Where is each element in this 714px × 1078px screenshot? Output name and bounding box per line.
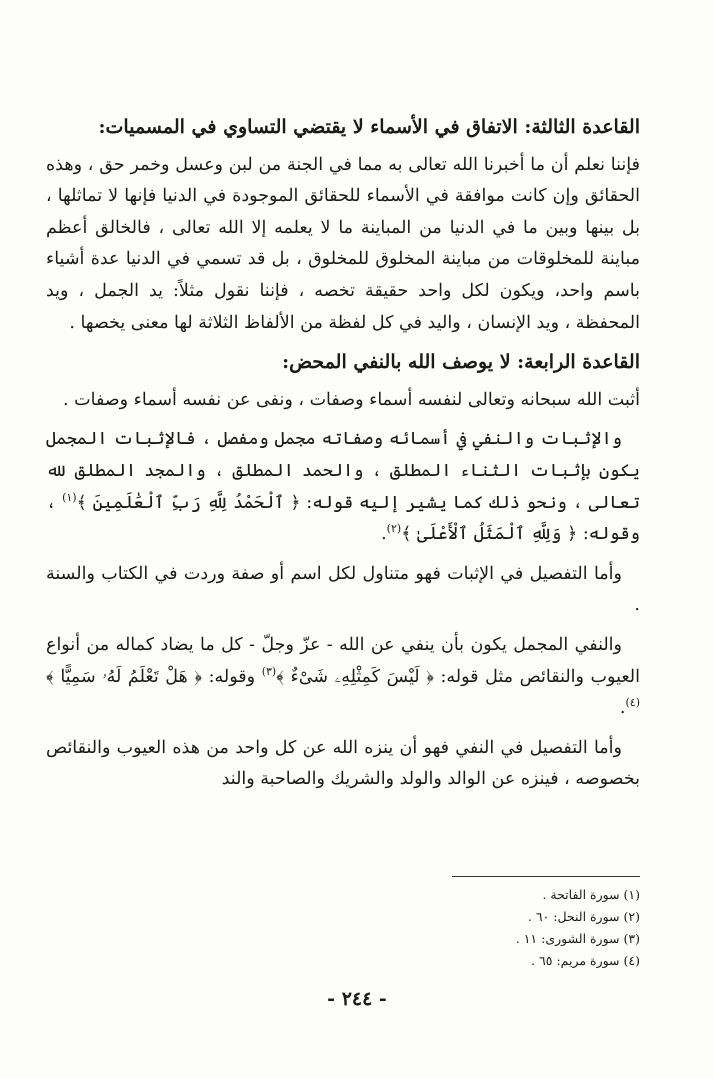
quran-verse: ﴿ لَيْسَ كَمِثْلِهِۦ شَىْءٌ ﴾ <box>276 666 434 687</box>
footnote-item: (٤) سورة مريم: ٦٥ . <box>531 953 640 968</box>
paragraph-text: وقوله: <box>208 666 256 687</box>
paragraph-text: والإثبات والنفي في أسمائه وصفاته مجمل ومفصل ، فالإثبات المجمل يكون بإثبات الثناء المطلق ، والحمد المطلق ، والمجد المطلق لله تعالى ، ونحو ذلك كما يشير إليه قوله: <box>46 429 640 513</box>
quran-verse: ﴿ وَلِلَّهِ ٱلْمَثَلُ ٱلْأَعْلَىٰ ﴾ <box>401 524 578 545</box>
footnotes <box>340 884 640 972</box>
paragraph: أثبت الله سبحانه وتعالى لنفسه أسماء وصفات ، ونفى عن نفسه أسماء وصفات . <box>63 389 640 410</box>
paragraph: وأما التفصيل في النفي فهو أن ينزه الله عن كل واحد من هذه العيوب والنقائص بخصوصه ، فينزه عن الوالد والولد والشريك والصاحبة والند <box>46 737 640 790</box>
quran-verse: ﴿ ٱلْحَمْدُ لِلَّهِ رَبِّ ٱلْعَٰلَمِينَ ﴾ <box>76 492 301 513</box>
paragraph <box>46 424 640 550</box>
footnote-divider <box>452 876 640 877</box>
footnote-item: (١) سورة الفاتحة . <box>542 887 640 902</box>
paragraph: وأما التفصيل في الإثبات فهو متناول لكل اسم أو صفة وردت في الكتاب والسنة . <box>46 563 640 616</box>
paragraph-text: . <box>619 698 626 719</box>
paragraph <box>46 630 640 725</box>
footnote-ref: (٣) <box>261 664 277 678</box>
page-body <box>46 112 640 804</box>
paragraph: فإننا نعلم أن ما أخبرنا الله تعالى به مما في الجنة من لبن وعسل وخمر حق ، وهذه الحقائق وإن كانت موافقة في الأسماء للحقائق الموجودة في الدنيا فإنها لا تماثلها ، بل بينها وبين ما في الدنيا من المباينة ما لا يعلمه إلا الله تعالى ، فالخالق أعظم مباينة للمخلوقات من مباينة المخلوق للمخلوق ، بل قد تسمي في الدنيا عدة أشياء باسم واحد، ويكون لكل واحد حقيقة تخصه ، فإننا نقول مثلاً: يد الجمل ، ويد المحفظة ، ويد الإنسان ، واليد في كل لفظة من الألفاظ الثلاثة لها معنى يخصها . <box>46 154 640 333</box>
paragraph-text: والنفي المجمل يكون بأن ينفي عن الله - عزّ وجلّ - كل ما يضاد كماله من أنواع العيوب والنقائص مثل قوله: <box>46 634 640 687</box>
paragraph-text: ، وقوله: <box>46 492 640 545</box>
footnote-item: (٢) سورة النحل: ٦٠ . <box>527 909 640 924</box>
footnote-item: (٣) سورة الشورى: ١١ . <box>515 931 640 946</box>
section-heading-rule-4: القاعدة الرابعة: لا يوصف الله بالنفي المحض: <box>282 351 640 374</box>
footnote-ref: (٤) <box>625 696 640 710</box>
section-heading-rule-3: القاعدة الثالثة: الاتفاق في الأسماء لا يقتضي التساوي في المسميات: <box>98 116 640 138</box>
footnote-ref: (٢) <box>386 522 402 536</box>
quran-verse: ﴿ هَلْ تَعْلَمُ لَهُۥ سَمِيًّا ﴾ <box>46 666 203 687</box>
footnote-ref: (١) <box>62 490 77 504</box>
page-number: - ٢٤٤ - <box>327 988 387 1010</box>
paragraph-text: . <box>381 524 387 545</box>
